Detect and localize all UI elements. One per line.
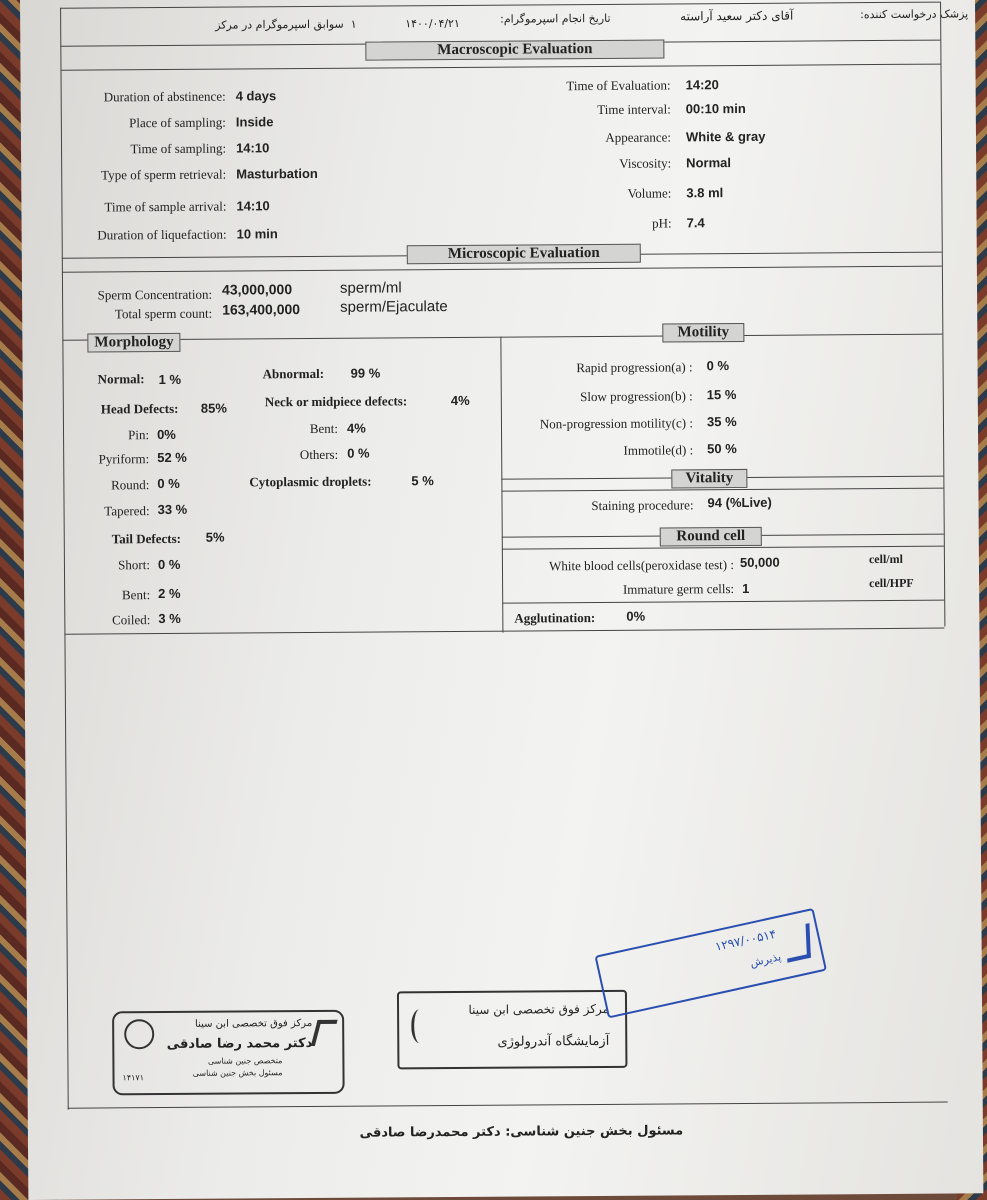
interval-value: 00:10 min [685, 100, 746, 117]
rapid-value: 0 % [706, 358, 730, 374]
coiled-label: Coiled: [111, 612, 151, 628]
tail-bent-value: 2 % [158, 585, 181, 602]
head-defects-label: Head Defects: [100, 400, 179, 417]
slow-label: Slow progression(b) : [580, 388, 693, 405]
round-cell-title: Round cell [660, 527, 762, 547]
short-label: Short: [118, 557, 150, 573]
volume-value: 3.8 ml [686, 185, 724, 201]
arrival-value: 14:10 [236, 198, 270, 214]
liquefaction-label: Duration of liquefaction: [97, 226, 227, 243]
tapered-value: 33 % [157, 501, 188, 518]
abstinence-value: 4 days [235, 88, 277, 104]
vitality-title: Vitality [671, 469, 747, 489]
staining-label: Staining procedure: [591, 497, 694, 514]
physician-label: پزشک درخواست کننده: [860, 7, 969, 22]
pin-label: Pin: [128, 427, 150, 443]
abstinence-label: Duration of abstinence: [103, 88, 226, 105]
tapered-label: Tapered: [104, 503, 150, 519]
retrieval-value: Masturbation [236, 165, 318, 182]
tail-bent-label: Bent: [121, 587, 151, 603]
liquefaction-value: 10 min [236, 226, 278, 242]
pyriform-label: Pyriform: [98, 451, 150, 467]
report-sheet [20, 0, 983, 1200]
viscosity-label: Viscosity: [619, 155, 672, 171]
igc-value: 1 [742, 580, 750, 596]
coiled-value: 3 % [158, 610, 181, 627]
concentration-label: Sperm Concentration: [97, 286, 213, 303]
pin-value: 0% [156, 426, 176, 443]
stamp-left-line3: متخصص جنین شناسی [207, 1056, 283, 1066]
leaf-logo-icon [411, 1009, 428, 1043]
concentration-unit: sperm/ml [339, 279, 402, 297]
viscosity-value: Normal [686, 155, 732, 171]
stamp-left-number: ۱۴۱۷۱ [122, 1073, 145, 1083]
lab-stamp [397, 990, 628, 1070]
wbc-label: White blood cells(peroxidase test) : [549, 557, 735, 574]
immotile-label: Immotile(d) : [623, 442, 694, 458]
round-value: 0 % [157, 475, 180, 492]
normal-value: 1 % [158, 371, 182, 388]
round-label: Round: [111, 477, 150, 493]
staining-value: 94 (%Live) [707, 494, 772, 511]
date-value: ۱۴۰۰/۰۴/۲۱ [405, 16, 460, 31]
stamp-left-line2: دکتر محمد رضا صادقی [166, 1035, 313, 1053]
stamp-center-line1: مرکز فوق تخصصی ابن سینا [468, 1001, 610, 1017]
others-value: 0 % [347, 445, 370, 461]
history-value: ۱ [350, 17, 357, 31]
neck-defects-label: Neck or midpiece defects: [264, 393, 408, 410]
arrival-label: Time of sample arrival: [104, 198, 227, 215]
igc-unit: cell/HPF [869, 575, 914, 591]
morphology-title: Morphology [87, 333, 180, 353]
appearance-value: White & gray [685, 128, 766, 145]
cytoplasmic-label: Cytoplasmic droplets: [249, 473, 372, 490]
place-label: Place of sampling: [129, 114, 226, 131]
abnormal-value: 99 % [350, 365, 381, 381]
normal-label: Normal: [97, 371, 145, 387]
motility-title: Motility [662, 323, 744, 343]
tail-defects-label: Tail Defects: [111, 530, 182, 547]
tail-defects-value: 5% [205, 529, 225, 545]
history-label: سوابق اسپرموگرام در مرکز [215, 17, 344, 32]
short-value: 0 % [157, 556, 181, 573]
pyriform-value: 52 % [157, 449, 187, 466]
total-count-unit: sperm/Ejaculate [340, 298, 448, 316]
blue-stamp-line2: پذیرش [748, 950, 783, 970]
sampling-time-value: 14:10 [235, 140, 270, 156]
ph-label: pH: [652, 215, 672, 231]
logo-icon [311, 1020, 338, 1046]
nonprog-value: 35 % [706, 414, 737, 430]
head-defects-value: 85% [200, 400, 227, 416]
neck-defects-value: 4% [450, 392, 470, 409]
retrieval-label: Type of sperm retrieval: [101, 166, 227, 183]
blue-reception-stamp [594, 908, 827, 1019]
neck-bent-label: Bent: [309, 420, 339, 436]
microscopic-title: Microscopic Evaluation [407, 244, 641, 265]
macroscopic-title: Macroscopic Evaluation [365, 40, 664, 61]
nonprog-label: Non-progression motility(c) : [539, 415, 694, 432]
cytoplasmic-value: 5 % [411, 473, 434, 489]
physician-name: آقای دکتر سعید آراسته [680, 8, 794, 24]
stamp-center-line2: آزمایشگاه آندرولوژی [497, 1033, 610, 1050]
footer-responsible: مسئول بخش جنین شناسی: دکتر محمدرضا صادقی [359, 1123, 684, 1141]
blue-logo-icon [786, 923, 811, 963]
total-count-label: Total sperm count: [114, 305, 213, 322]
others-label: Others: [299, 446, 339, 463]
stamp-left-line4: مسئول بخش جنین شناسی [192, 1068, 283, 1078]
wbc-value: 50,000 [739, 554, 780, 570]
wbc-unit: cell/ml [868, 551, 903, 567]
evaluation-time-label: Time of Evaluation: [566, 77, 671, 94]
place-value: Inside [235, 114, 274, 130]
appearance-label: Appearance: [605, 129, 672, 145]
ph-value: 7.4 [686, 215, 705, 231]
neck-bent-value: 4% [346, 420, 366, 436]
rapid-label: Rapid progression(a) : [576, 359, 693, 376]
concentration-value: 43,000,000 [221, 281, 293, 298]
immotile-value: 50 % [707, 441, 737, 457]
volume-label: Volume: [627, 185, 672, 201]
seal-icon [124, 1019, 154, 1049]
agglutination-label: Agglutination: [514, 609, 596, 626]
total-count-value: 163,400,000 [222, 301, 301, 318]
sampling-time-label: Time of sampling: [130, 140, 227, 157]
igc-label: Immature germ cells: [622, 581, 735, 597]
blue-stamp-line1: ۱۲۹۷/۰۰۵۱۴ [713, 926, 778, 954]
stamp-left-line1: مرکز فوق تخصصی ابن سینا [194, 1017, 313, 1030]
evaluation-time-value: 14:20 [685, 77, 719, 93]
interval-label: Time interval: [597, 101, 671, 117]
agglutination-value: 0% [626, 608, 646, 624]
abnormal-label: Abnormal: [262, 365, 325, 382]
date-label: تاریخ انجام اسپرموگرام: [500, 11, 611, 26]
doctor-stamp [112, 1010, 345, 1096]
slow-value: 15 % [706, 387, 737, 403]
